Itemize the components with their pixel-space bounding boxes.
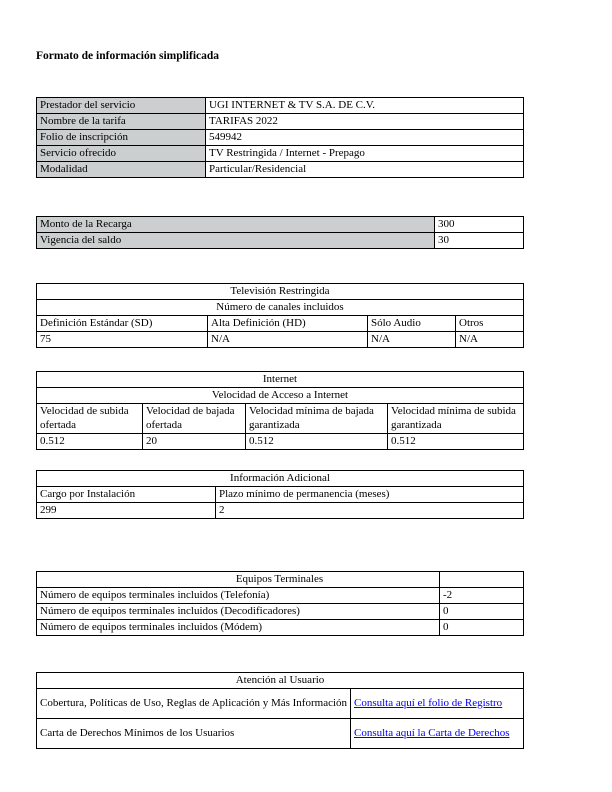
row-label: Vigencia del saldo <box>37 233 435 249</box>
cell-value: N/A <box>208 332 368 348</box>
row-value: Particular/Residencial <box>206 162 524 178</box>
column-header: Velocidad de bajada ofertada <box>143 404 246 434</box>
link-cell <box>351 689 524 719</box>
row-value: 300 <box>435 217 524 233</box>
row-label: Prestador del servicio <box>37 98 206 114</box>
table-title: Equipos Terminales <box>37 572 440 588</box>
cell-value: 0.512 <box>246 434 388 450</box>
table-subtitle: Número de canales incluidos <box>37 300 524 316</box>
row-value: TV Restringida / Internet - Prepago <box>206 146 524 162</box>
support-table <box>36 672 524 749</box>
column-header: Alta Definición (HD) <box>208 316 368 332</box>
row-label: Cobertura, Políticas de Uso, Reglas de Aplicación y Más Información <box>37 689 351 719</box>
cell-value: 20 <box>143 434 246 450</box>
registry-folio-link[interactable]: Consulta aquí el folio de Registro <box>354 696 503 709</box>
column-header: Velocidad mínima de subida garantizada <box>388 404 524 434</box>
row-label: Monto de la Recarga <box>37 217 435 233</box>
link-cell <box>351 719 524 749</box>
equipment-table <box>36 571 524 636</box>
row-value: 30 <box>435 233 524 249</box>
column-header: Cargo por Instalación <box>37 487 216 503</box>
row-value: 549942 <box>206 130 524 146</box>
rights-charter-link[interactable]: Consulta aquí la Carta de Derechos <box>354 726 510 739</box>
table-subtitle: Velocidad de Acceso a Internet <box>37 388 524 404</box>
table-title: Atención al Usuario <box>37 673 524 689</box>
column-header: Definición Estándar (SD) <box>37 316 208 332</box>
tv-table <box>36 283 524 348</box>
row-label: Carta de Derechos Mínimos de los Usuarios <box>37 719 351 749</box>
provider-table <box>36 97 524 178</box>
empty-header-cell <box>440 572 524 588</box>
row-label: Número de equipos terminales incluidos (Decodificadores) <box>37 604 440 620</box>
cell-value: 0.512 <box>388 434 524 450</box>
cell-value: 299 <box>37 503 216 519</box>
column-header: Sólo Audio <box>368 316 456 332</box>
row-value: 0 <box>440 620 524 636</box>
cell-value: 0.512 <box>37 434 143 450</box>
internet-table <box>36 371 524 450</box>
table-title: Internet <box>37 372 524 388</box>
column-header: Velocidad mínima de bajada garantizada <box>246 404 388 434</box>
column-header: Otros <box>456 316 524 332</box>
cell-value: 75 <box>37 332 208 348</box>
row-value: UGI INTERNET & TV S.A. DE C.V. <box>206 98 524 114</box>
row-value: -2 <box>440 588 524 604</box>
row-value: TARIFAS 2022 <box>206 114 524 130</box>
cell-value: N/A <box>456 332 524 348</box>
column-header: Plazo mínimo de permanencia (meses) <box>216 487 524 503</box>
row-label: Modalidad <box>37 162 206 178</box>
row-label: Número de equipos terminales incluidos (Módem) <box>37 620 440 636</box>
additional-info-table <box>36 470 524 519</box>
row-label: Servicio ofrecido <box>37 146 206 162</box>
row-label: Nombre de la tarifa <box>37 114 206 130</box>
page-title: Formato de información simplificada <box>36 50 220 62</box>
table-title: Televisión Restringida <box>37 284 524 300</box>
row-value: 0 <box>440 604 524 620</box>
cell-value: N/A <box>368 332 456 348</box>
column-header: Velocidad de subida ofertada <box>37 404 143 434</box>
row-label: Folio de inscripción <box>37 130 206 146</box>
row-label: Número de equipos terminales incluidos (Telefonía) <box>37 588 440 604</box>
recharge-table <box>36 216 524 249</box>
cell-value: 2 <box>216 503 524 519</box>
table-title: Información Adicional <box>37 471 524 487</box>
